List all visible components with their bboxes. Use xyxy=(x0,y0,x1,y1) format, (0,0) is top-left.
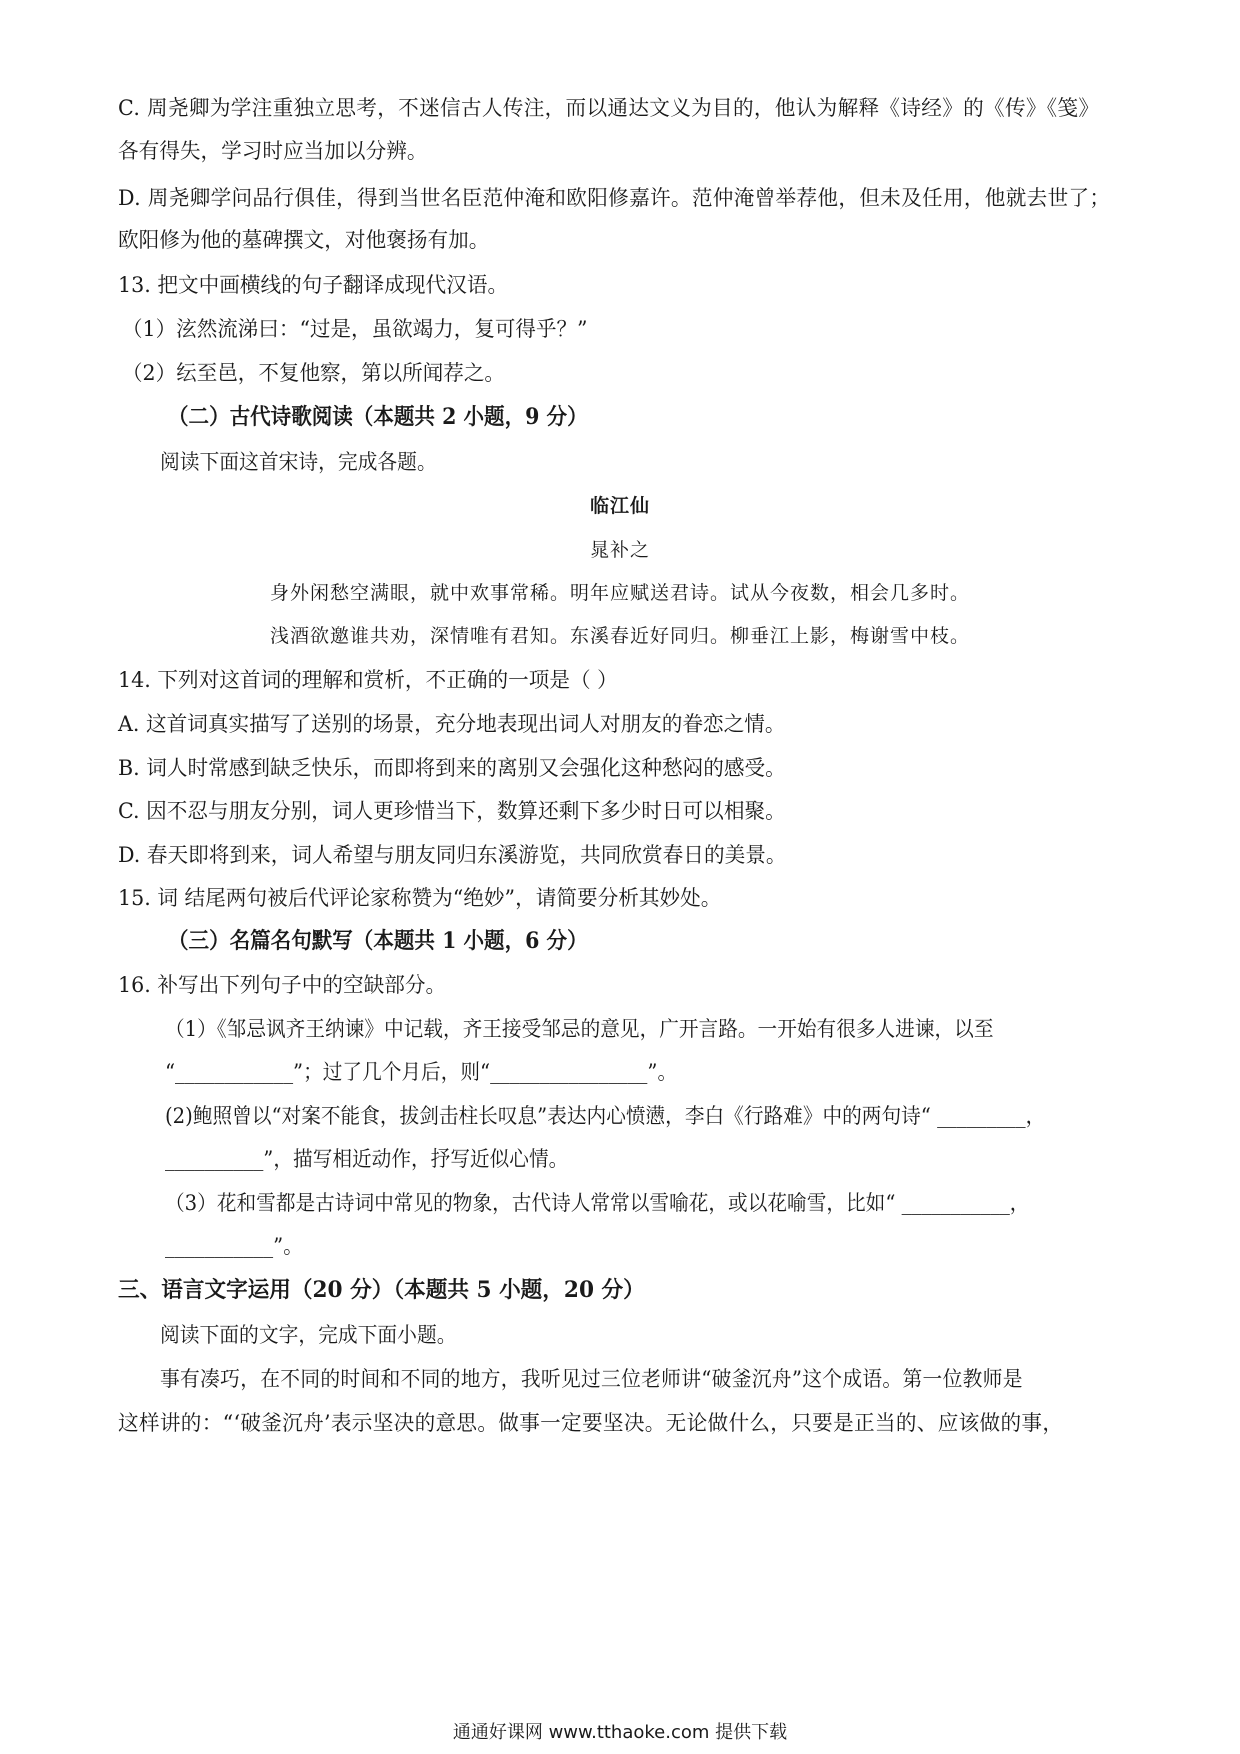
passage-line-1: 事有凑巧，在不同的时间和不同的地方，我听见过三位老师讲“破釜沉舟”这个成语。第一位教师是 xyxy=(160,1367,1023,1391)
q16-prompt: 16. 补写出下列句子中的空缺部分。 xyxy=(118,973,447,997)
part3-intro: 阅读下面的文字，完成下面小题。 xyxy=(160,1323,457,1347)
page-footer: 通通好课网 www.tthaoke.com 提供下载 xyxy=(452,1722,788,1743)
poem-title: 临江仙 xyxy=(589,495,650,517)
q13-prompt: 13. 把文中画横线的句子翻译成现代汉语。 xyxy=(118,273,509,297)
poem-line-1: 身外闲愁空满眼，就中欢事常稀。明年应赋送君诗。试从今夜数，相会几多时。 xyxy=(269,582,970,604)
q12-option-d-line2: 欧阳修为他的墓碑撰文，对他褒扬有加。 xyxy=(118,228,490,252)
q15-prompt: 15. 词 结尾两句被后代评论家称赞为“绝妙”，请简要分析其妙处。 xyxy=(118,886,722,910)
q12-option-d-line1: D. 周尧卿学问品行俱佳，得到当世名臣范仲淹和欧阳修嘉许。范仲淹曾举荐他，但未及任用，他就去世了； xyxy=(118,186,1111,210)
q16-item-3-line2: ___________”。 xyxy=(165,1234,303,1258)
section-heading-poetry: （二）古代诗歌阅读（本题共 2 小题，9 分） xyxy=(168,404,588,430)
q16-item-3-line1: （3）花和雪都是古诗词中常见的物象，古代诗人常常以雪喻花，或以花喻雪，比如“ ___________， xyxy=(165,1191,1030,1215)
q14-option-c: C. 因不忍与朋友分别，词人更珍惜当下，数算还剩下多少时日可以相聚。 xyxy=(118,799,786,823)
q16-item-2-line2: __________”，描写相近动作，抒写近似心情。 xyxy=(165,1147,569,1171)
q16-item-1-line2: “____________”；过了几个月后，则“________________”。 xyxy=(165,1060,678,1084)
section-heading-recitation: （三）名篇名句默写（本题共 1 小题，6 分） xyxy=(168,928,588,954)
q16-item-2-line1: (2)鲍照曾以“对案不能食，拔剑击柱长叹息”表达内心愤懑，李白《行路难》中的两句诗“ _________， xyxy=(165,1104,1046,1128)
q16-item-1-line1: （1）《邹忌讽齐王纳谏》中记载，齐王接受邹忌的意见，广开言路。一开始有很多人进谏，以至 xyxy=(165,1017,994,1041)
q14-prompt: 14. 下列对这首词的理解和赏析，不正确的一项是（ ） xyxy=(118,668,618,692)
q12-option-c-line2: 各有得失，学习时应当加以分辨。 xyxy=(118,139,428,163)
q13-sentence-1: （1）泫然流涕曰：“过是，虽欲竭力，复可得乎？” xyxy=(122,317,588,341)
poem-line-2: 浅酒欲邀谁共劝，深情唯有君知。东溪春近好同归。柳垂江上影，梅谢雪中枝。 xyxy=(269,625,970,647)
q13-sentence-2: （2）纭至邑，不复他察，第以所闻荐之。 xyxy=(122,361,505,385)
q14-option-a: A. 这首词真实描写了送别的场景，充分地表现出词人对朋友的眷恋之情。 xyxy=(118,712,786,736)
passage-line-2: 这样讲的：“‘破釜沉舟’表示坚决的意思。做事一定要坚决。无论做什么，只要是正当的、应该做的事， xyxy=(118,1411,1064,1435)
part-heading-language-use: 三、语言文字运用（20 分）（本题共 5 小题，20 分） xyxy=(118,1277,645,1303)
q14-option-d: D. 春天即将到来，词人希望与朋友同归东溪游览，共同欣赏春日的美景。 xyxy=(118,843,787,867)
poetry-intro: 阅读下面这首宋诗，完成各题。 xyxy=(160,450,437,474)
poem-author: 晁补之 xyxy=(589,539,650,561)
q12-option-c-line1: C. 周尧卿为学注重独立思考，不迷信古人传注，而以通达文义为目的，他认为解释《诗经》的《传》《笺》 xyxy=(118,96,1100,120)
q14-option-b: B. 词人时常感到缺乏快乐，而即将到来的离别又会强化这种愁闷的感受。 xyxy=(118,756,786,780)
